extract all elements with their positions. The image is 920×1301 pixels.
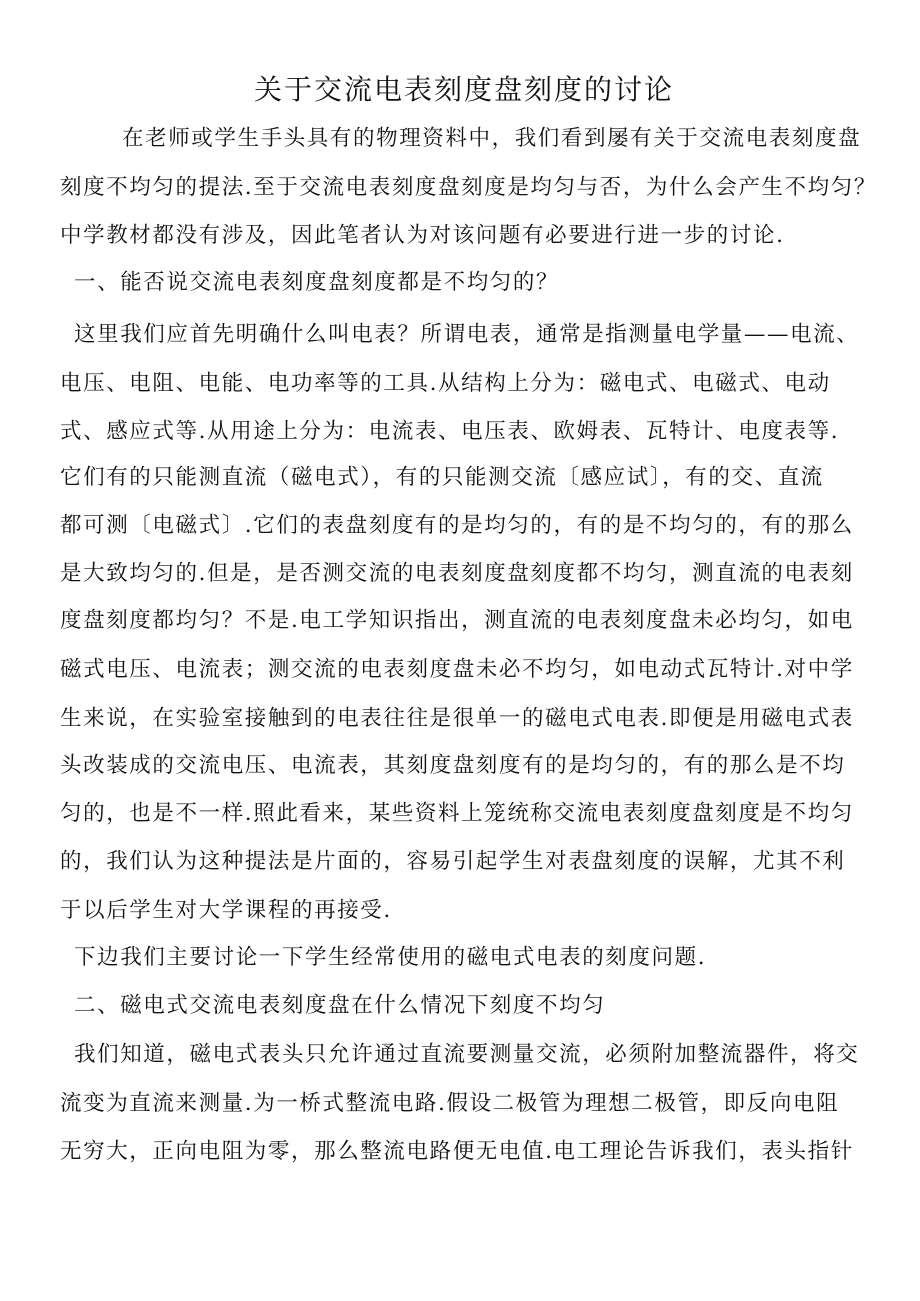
section-heading: 二、磁电式交流电表刻度盘在什么情况下刻度不均匀 [74,993,606,1018]
paragraph-line: 都可测〔电磁式〕.它们的表盘刻度有的是均匀的，有的是不均匀的，有的那么 [60,513,854,538]
paragraph-line: 流变为直流来测量.为一桥式整流电路.假设二极管为理想二极管，即反向电阻 [60,1091,840,1116]
paragraph-line: 在老师或学生手头具有的物理资料中，我们看到屡有关于交流电表刻度盘 [122,126,862,151]
paragraph-line: 这里我们应首先明确什么叫电表？所谓电表，通常是指测量电学量——电流、 [74,322,860,347]
paragraph-line: 生来说，在实验室接触到的电表往往是很单一的磁电式电表.即便是用磁电式表 [60,706,854,731]
paragraph-line: 下边我们主要讨论一下学生经常使用的磁电式电表的刻度问题. [74,945,707,970]
paragraph-line: 无穷大，正向电阻为零，那么整流电路便无电值.电工理论告诉我们，表头指针 [60,1139,854,1164]
paragraph-line: 中学教材都没有涉及，因此笔者认为对该问题有必要进行进一步的讨论. [60,223,785,248]
section-heading: 一、能否说交流电表刻度盘刻度都是不均匀的？ [74,270,560,295]
document-title: 关于交流电表刻度盘刻度的讨论 [253,73,674,106]
paragraph-line: 电压、电阻、电能、电功率等的工具.从结构上分为：磁电式、电磁式、电动 [60,371,831,396]
paragraph-line: 式、感应式等.从用途上分为：电流表、电压表、欧姆表、瓦特计、电度表等. [60,419,840,444]
paragraph-line: 我们知道，磁电式表头只允许通过直流要测量交流，必须附加整流器件，将交 [74,1042,860,1067]
paragraph-line: 刻度不均匀的提法.至于交流电表刻度盘刻度是均匀与否，为什么会产生不均匀？ [60,175,877,200]
paragraph-line: 于以后学生对大学课程的再接受. [60,898,392,923]
paragraph-line: 是大致均匀的.但是，是否测交流的电表刻度盘刻度都不均匀，测直流的电表刻 [60,561,854,586]
paragraph-line: 的，我们认为这种提法是片面的，容易引起学生对表盘刻度的误解，尤其不利 [60,849,846,874]
paragraph-line: 它们有的只能测直流（磁电式），有的只能测交流〔感应试〕，有的交、直流 [60,465,824,490]
paragraph-line: 匀的，也是不一样.照此看来，某些资料上笼统称交流电表刻度盘刻度是不均匀 [60,801,854,826]
paragraph-line: 磁式电压、电流表；测交流的电表刻度盘未必不均匀，如电动式瓦特计.对中学 [60,657,854,682]
paragraph-line: 度盘刻度都均匀？不是.电工学知识指出，测直流的电表刻度盘未必均匀，如电 [60,608,854,633]
paragraph-line: 头改装成的交流电压、电流表，其刻度盘刻度有的是均匀的，有的那么是不均 [60,753,846,778]
